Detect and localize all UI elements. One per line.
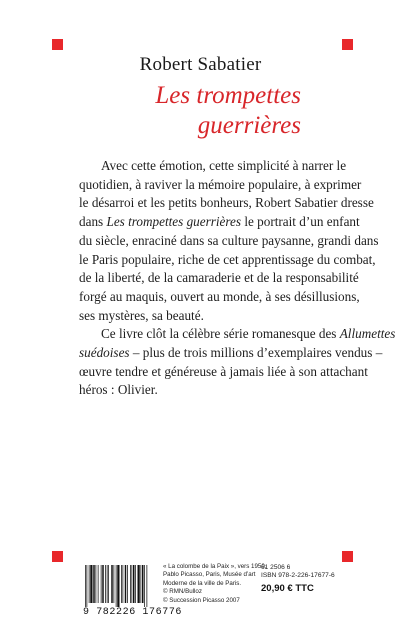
barcode-bar: [96, 565, 97, 603]
book-title-line-2: guerrières: [197, 112, 301, 139]
blurb-paragraph-2: [79, 325, 396, 400]
barcode-bar: [98, 565, 99, 603]
barcode-bar: [90, 565, 92, 603]
blurb-line: quotidien, à raviver la mémoire populaire, à exprimer: [79, 176, 362, 192]
barcode-bar: [135, 565, 136, 603]
barcode-bar: [116, 565, 117, 607]
barcode-bar: [138, 565, 140, 603]
barcode-bar: [127, 565, 128, 603]
blurb-line: forgé au maquis, ouvert au monde, à ses désillusions,: [79, 288, 360, 304]
blurb-title-reference: Les trompettes guerrières: [106, 214, 242, 230]
barcode-digits: 9 782226 176776: [83, 607, 183, 618]
author-name: Robert Sabatier: [139, 54, 262, 75]
blurb-line: [79, 325, 396, 344]
barcode-bar: [89, 565, 90, 603]
barcode-bar: [144, 565, 145, 607]
barcode-bar: [87, 565, 88, 607]
credit-line: « La colombe de la Paix », vers 1950,: [163, 563, 267, 570]
barcode-bar: [125, 565, 127, 603]
blurb-text-segment: le portrait d’un enfant: [241, 214, 360, 230]
isbn-number: ISBN 978-2-226-17677-6: [261, 572, 335, 580]
barcode-bar: [147, 565, 148, 607]
book-title-line-1: Les trompettes: [155, 82, 301, 109]
blurb-line: de la liberté, de la camaraderie et de la responsabilité: [79, 270, 359, 286]
blurb-text-segment: dans: [79, 214, 107, 230]
blurb-line: [79, 344, 383, 363]
blurb-line: œuvre tendre et généreuse à jamais liée à son attachant: [79, 363, 368, 379]
book-title: [155, 81, 301, 141]
blurb-line: Avec cette émotion, cette simplicité à narrer le: [101, 158, 347, 173]
blurb-text: [79, 157, 396, 400]
barcode-bar: [111, 565, 113, 603]
red-corner-mark: [52, 551, 63, 562]
barcode-bar: [132, 565, 133, 603]
barcode-bar: [93, 565, 95, 603]
barcode-bar: [114, 565, 115, 603]
price: 20,90 € TTC: [261, 583, 314, 594]
ean-barcode: [85, 565, 155, 607]
barcode-bar: [142, 565, 144, 603]
barcode-bar: [107, 565, 108, 603]
barcode-bar: [102, 565, 104, 603]
barcode-bar: [105, 565, 106, 603]
barcode-bar: [85, 565, 86, 607]
barcode-bar: [121, 565, 122, 603]
barcode-bar: [133, 565, 135, 603]
credit-line: Moderne de la ville de Paris.: [163, 579, 242, 587]
blurb-line: héros : Olivier.: [79, 382, 158, 398]
blurb-line: du siècle, enraciné dans sa culture paysanne, grandi dans: [79, 232, 379, 248]
barcode-bar: [141, 565, 142, 603]
blurb-series-reference: Allumettes: [339, 326, 396, 342]
blurb-series-reference: suédoises: [79, 345, 130, 361]
barcode-bar: [117, 565, 119, 607]
barcode-bar: [123, 565, 124, 603]
blurb-line: le désarroi et les petits bonheurs, Robert Sabatier dresse: [79, 195, 374, 211]
red-corner-mark: [52, 39, 63, 50]
credit-line: © RMN/Bulloz: [163, 588, 202, 596]
barcode-bar: [101, 565, 102, 603]
credit-line: Pablo Picasso, Paris, Musée d’art: [163, 571, 256, 579]
blurb-line: [79, 213, 360, 232]
credit-line: © Succession Picasso 2007: [163, 596, 240, 604]
blurb-line: le Paris populaire, riche de cet apprentissage du combat,: [79, 251, 376, 267]
cover-image-credits: [163, 563, 267, 605]
barcode-bar: [108, 565, 109, 603]
blurb-paragraph-1: [79, 157, 379, 325]
barcode-bar: [130, 565, 131, 603]
red-corner-mark: [342, 39, 353, 50]
blurb-text-segment: – plus de trois millions d’exemplaires vendus –: [129, 345, 383, 361]
blurb-text-segment: Ce livre clôt la célèbre série romanesque des: [101, 326, 340, 342]
isbn-block: [261, 564, 335, 581]
red-corner-mark: [342, 551, 353, 562]
blurb-line: ses mystères, sa beauté.: [79, 307, 204, 323]
catalog-code: 61 2506 6: [261, 564, 291, 571]
